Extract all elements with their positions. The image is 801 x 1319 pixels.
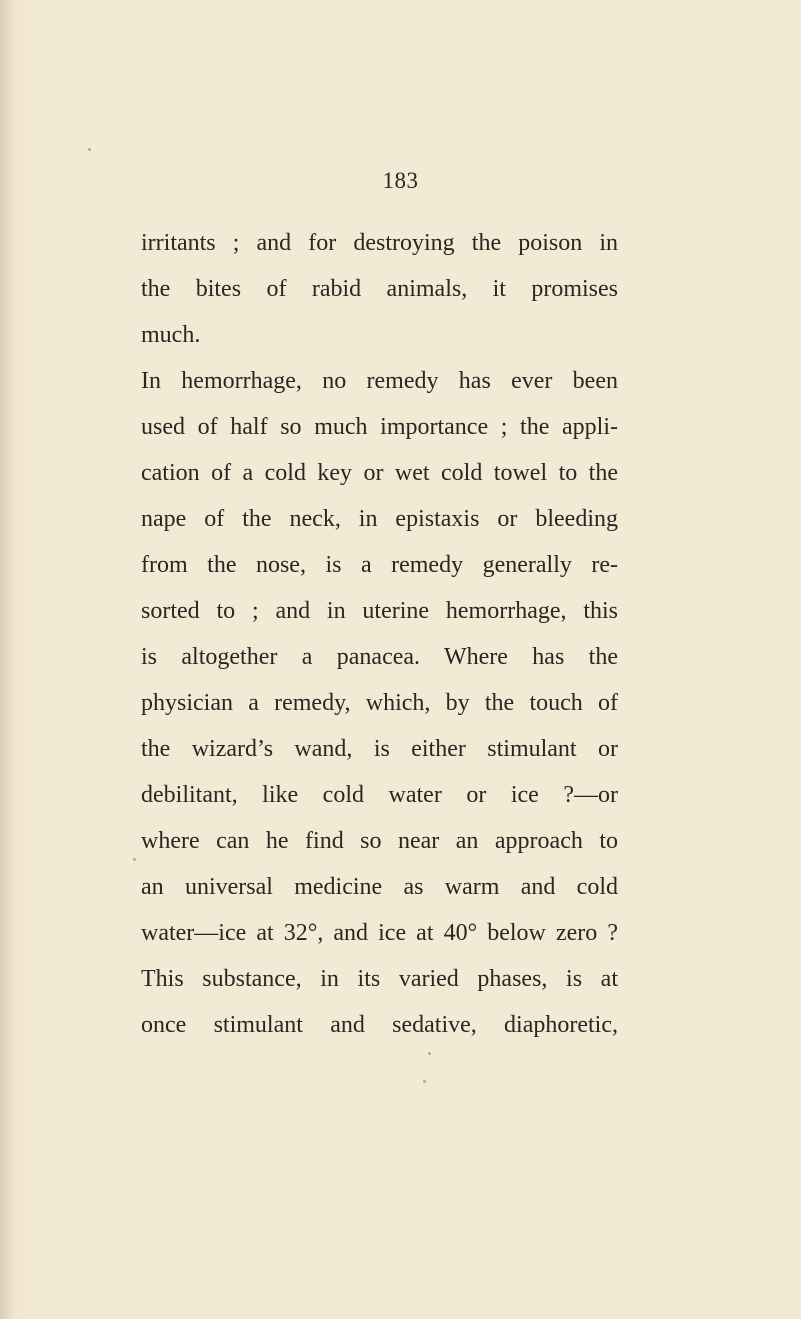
text-line: debilitant, like cold water or ice ?—or bbox=[141, 782, 618, 808]
page-number: 183 bbox=[382, 168, 419, 193]
text-line: the wizard’s wand, is either stimulant or bbox=[141, 736, 618, 762]
text-line: from the nose, is a remedy generally re- bbox=[141, 552, 618, 578]
text-line: cation of a cold key or wet cold towel to the bbox=[141, 460, 618, 486]
text-line: the bites of rabid animals, it promises bbox=[141, 276, 618, 302]
text-line: water—ice at 32°, and ice at 40° below zero ? bbox=[141, 920, 618, 946]
text-line: where can he find so near an approach to bbox=[141, 828, 618, 854]
body-text bbox=[141, 220, 618, 1048]
text-line: used of half so much importance ; the appli- bbox=[141, 414, 618, 440]
text-line: In hemorrhage, no remedy has ever been bbox=[141, 368, 618, 394]
text-line: This substance, in its varied phases, is at bbox=[141, 966, 618, 992]
text-line: much. bbox=[141, 322, 201, 348]
text-line: is altogether a panacea. Where has the bbox=[141, 644, 618, 670]
text-line: irritants ; and for destroying the poison in bbox=[141, 230, 618, 256]
text-line: once stimulant and sedative, diaphoretic, bbox=[141, 1012, 618, 1038]
paper-speck bbox=[428, 1052, 431, 1055]
text-line: nape of the neck, in epistaxis or bleeding bbox=[141, 506, 618, 532]
text-line: sorted to ; and in uterine hemorrhage, this bbox=[141, 598, 618, 624]
paper-speck bbox=[133, 858, 136, 861]
paper-speck bbox=[88, 148, 91, 151]
paper-speck bbox=[423, 1080, 426, 1083]
text-line: an universal medicine as warm and cold bbox=[141, 874, 618, 900]
text-line: physician a remedy, which, by the touch of bbox=[141, 690, 618, 716]
